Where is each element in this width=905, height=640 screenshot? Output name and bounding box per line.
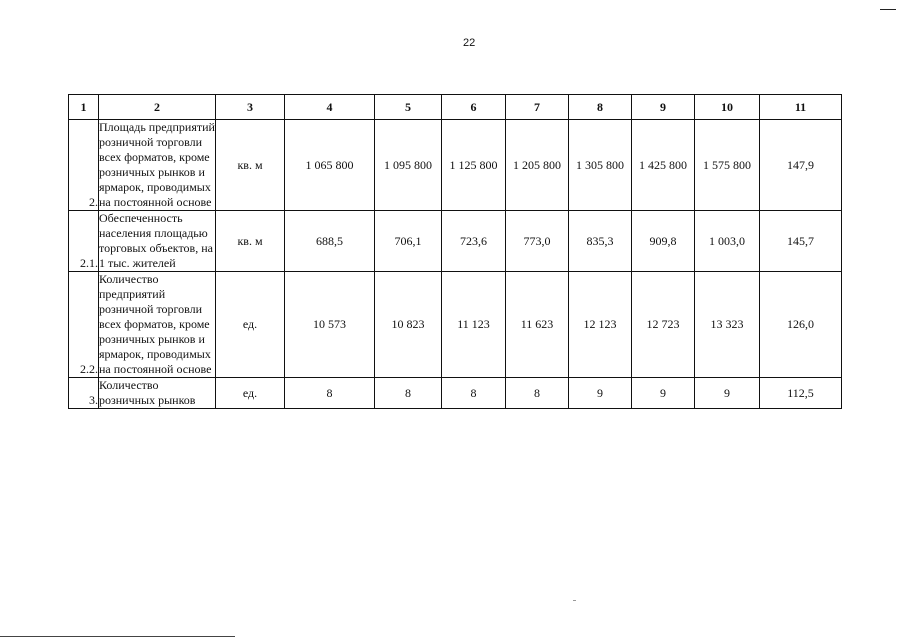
value-cell: 145,7: [760, 211, 842, 272]
unit-cell: ед.: [216, 378, 285, 409]
indicators-table: [68, 94, 842, 409]
table-row: [69, 378, 842, 409]
column-header: 9: [632, 95, 695, 120]
row-number: 3.: [69, 378, 99, 409]
value-cell: 126,0: [760, 272, 842, 378]
value-cell: 112,5: [760, 378, 842, 409]
column-header: 2: [99, 95, 216, 120]
row-number: 2.2.: [69, 272, 99, 378]
indicator-name-text: Количество розничных рынков: [99, 378, 196, 407]
row-number: 2.1.: [69, 211, 99, 272]
value-cell: 1 003,0: [695, 211, 760, 272]
bottom-rule: [0, 636, 235, 637]
indicator-name-text: Количество предприятий розничной торговли всех форматов, кроме розничных рынков и ярмарок, проводимых на постоянной основе: [99, 272, 212, 376]
value-cell: 723,6: [442, 211, 506, 272]
indicator-name: [99, 120, 216, 211]
column-header: 6: [442, 95, 506, 120]
unit-cell: кв. м: [216, 211, 285, 272]
value-cell: 1 575 800: [695, 120, 760, 211]
corner-mark: [880, 9, 896, 10]
table-row: [69, 211, 842, 272]
table-row: [69, 120, 842, 211]
value-cell: 11 623: [506, 272, 569, 378]
value-cell: 147,9: [760, 120, 842, 211]
column-header: 1: [69, 95, 99, 120]
value-cell: 706,1: [375, 211, 442, 272]
value-cell: 1 205 800: [506, 120, 569, 211]
value-cell: 1 125 800: [442, 120, 506, 211]
unit-cell: ед.: [216, 272, 285, 378]
value-cell: 8: [442, 378, 506, 409]
value-cell: 9: [695, 378, 760, 409]
value-cell: 8: [506, 378, 569, 409]
column-header: 5: [375, 95, 442, 120]
value-cell: 11 123: [442, 272, 506, 378]
page-number: 22: [463, 37, 476, 49]
value-cell: 8: [285, 378, 375, 409]
value-cell: 1 305 800: [569, 120, 632, 211]
column-header: 4: [285, 95, 375, 120]
indicator-name: [99, 272, 216, 378]
column-header: 8: [569, 95, 632, 120]
table-row: [69, 272, 842, 378]
value-cell: 10 573: [285, 272, 375, 378]
value-cell: 1 095 800: [375, 120, 442, 211]
value-cell: 909,8: [632, 211, 695, 272]
value-cell: 1 065 800: [285, 120, 375, 211]
value-cell: 13 323: [695, 272, 760, 378]
value-cell: 12 723: [632, 272, 695, 378]
value-cell: 10 823: [375, 272, 442, 378]
unit-cell: кв. м: [216, 120, 285, 211]
value-cell: 8: [375, 378, 442, 409]
value-cell: 773,0: [506, 211, 569, 272]
value-cell: 835,3: [569, 211, 632, 272]
indicator-name-text: Обеспеченность населения площадью торговых объектов, на 1 тыс. жителей: [99, 211, 213, 270]
value-cell: 9: [569, 378, 632, 409]
column-header: 10: [695, 95, 760, 120]
value-cell: 1 425 800: [632, 120, 695, 211]
indicator-name-text: Площадь предприятий розничной торговли всех форматов, кроме розничных рынков и ярмарок, проводимых на постоянной основе: [99, 120, 215, 209]
column-header: 3: [216, 95, 285, 120]
column-header: 7: [506, 95, 569, 120]
header-row: [69, 95, 842, 120]
value-cell: 9: [632, 378, 695, 409]
value-cell: 12 123: [569, 272, 632, 378]
value-cell: 688,5: [285, 211, 375, 272]
indicator-name: [99, 211, 216, 272]
row-number: 2.: [69, 120, 99, 211]
indicator-name: [99, 378, 216, 409]
scan-speck: [573, 600, 576, 601]
column-header: 11: [760, 95, 842, 120]
